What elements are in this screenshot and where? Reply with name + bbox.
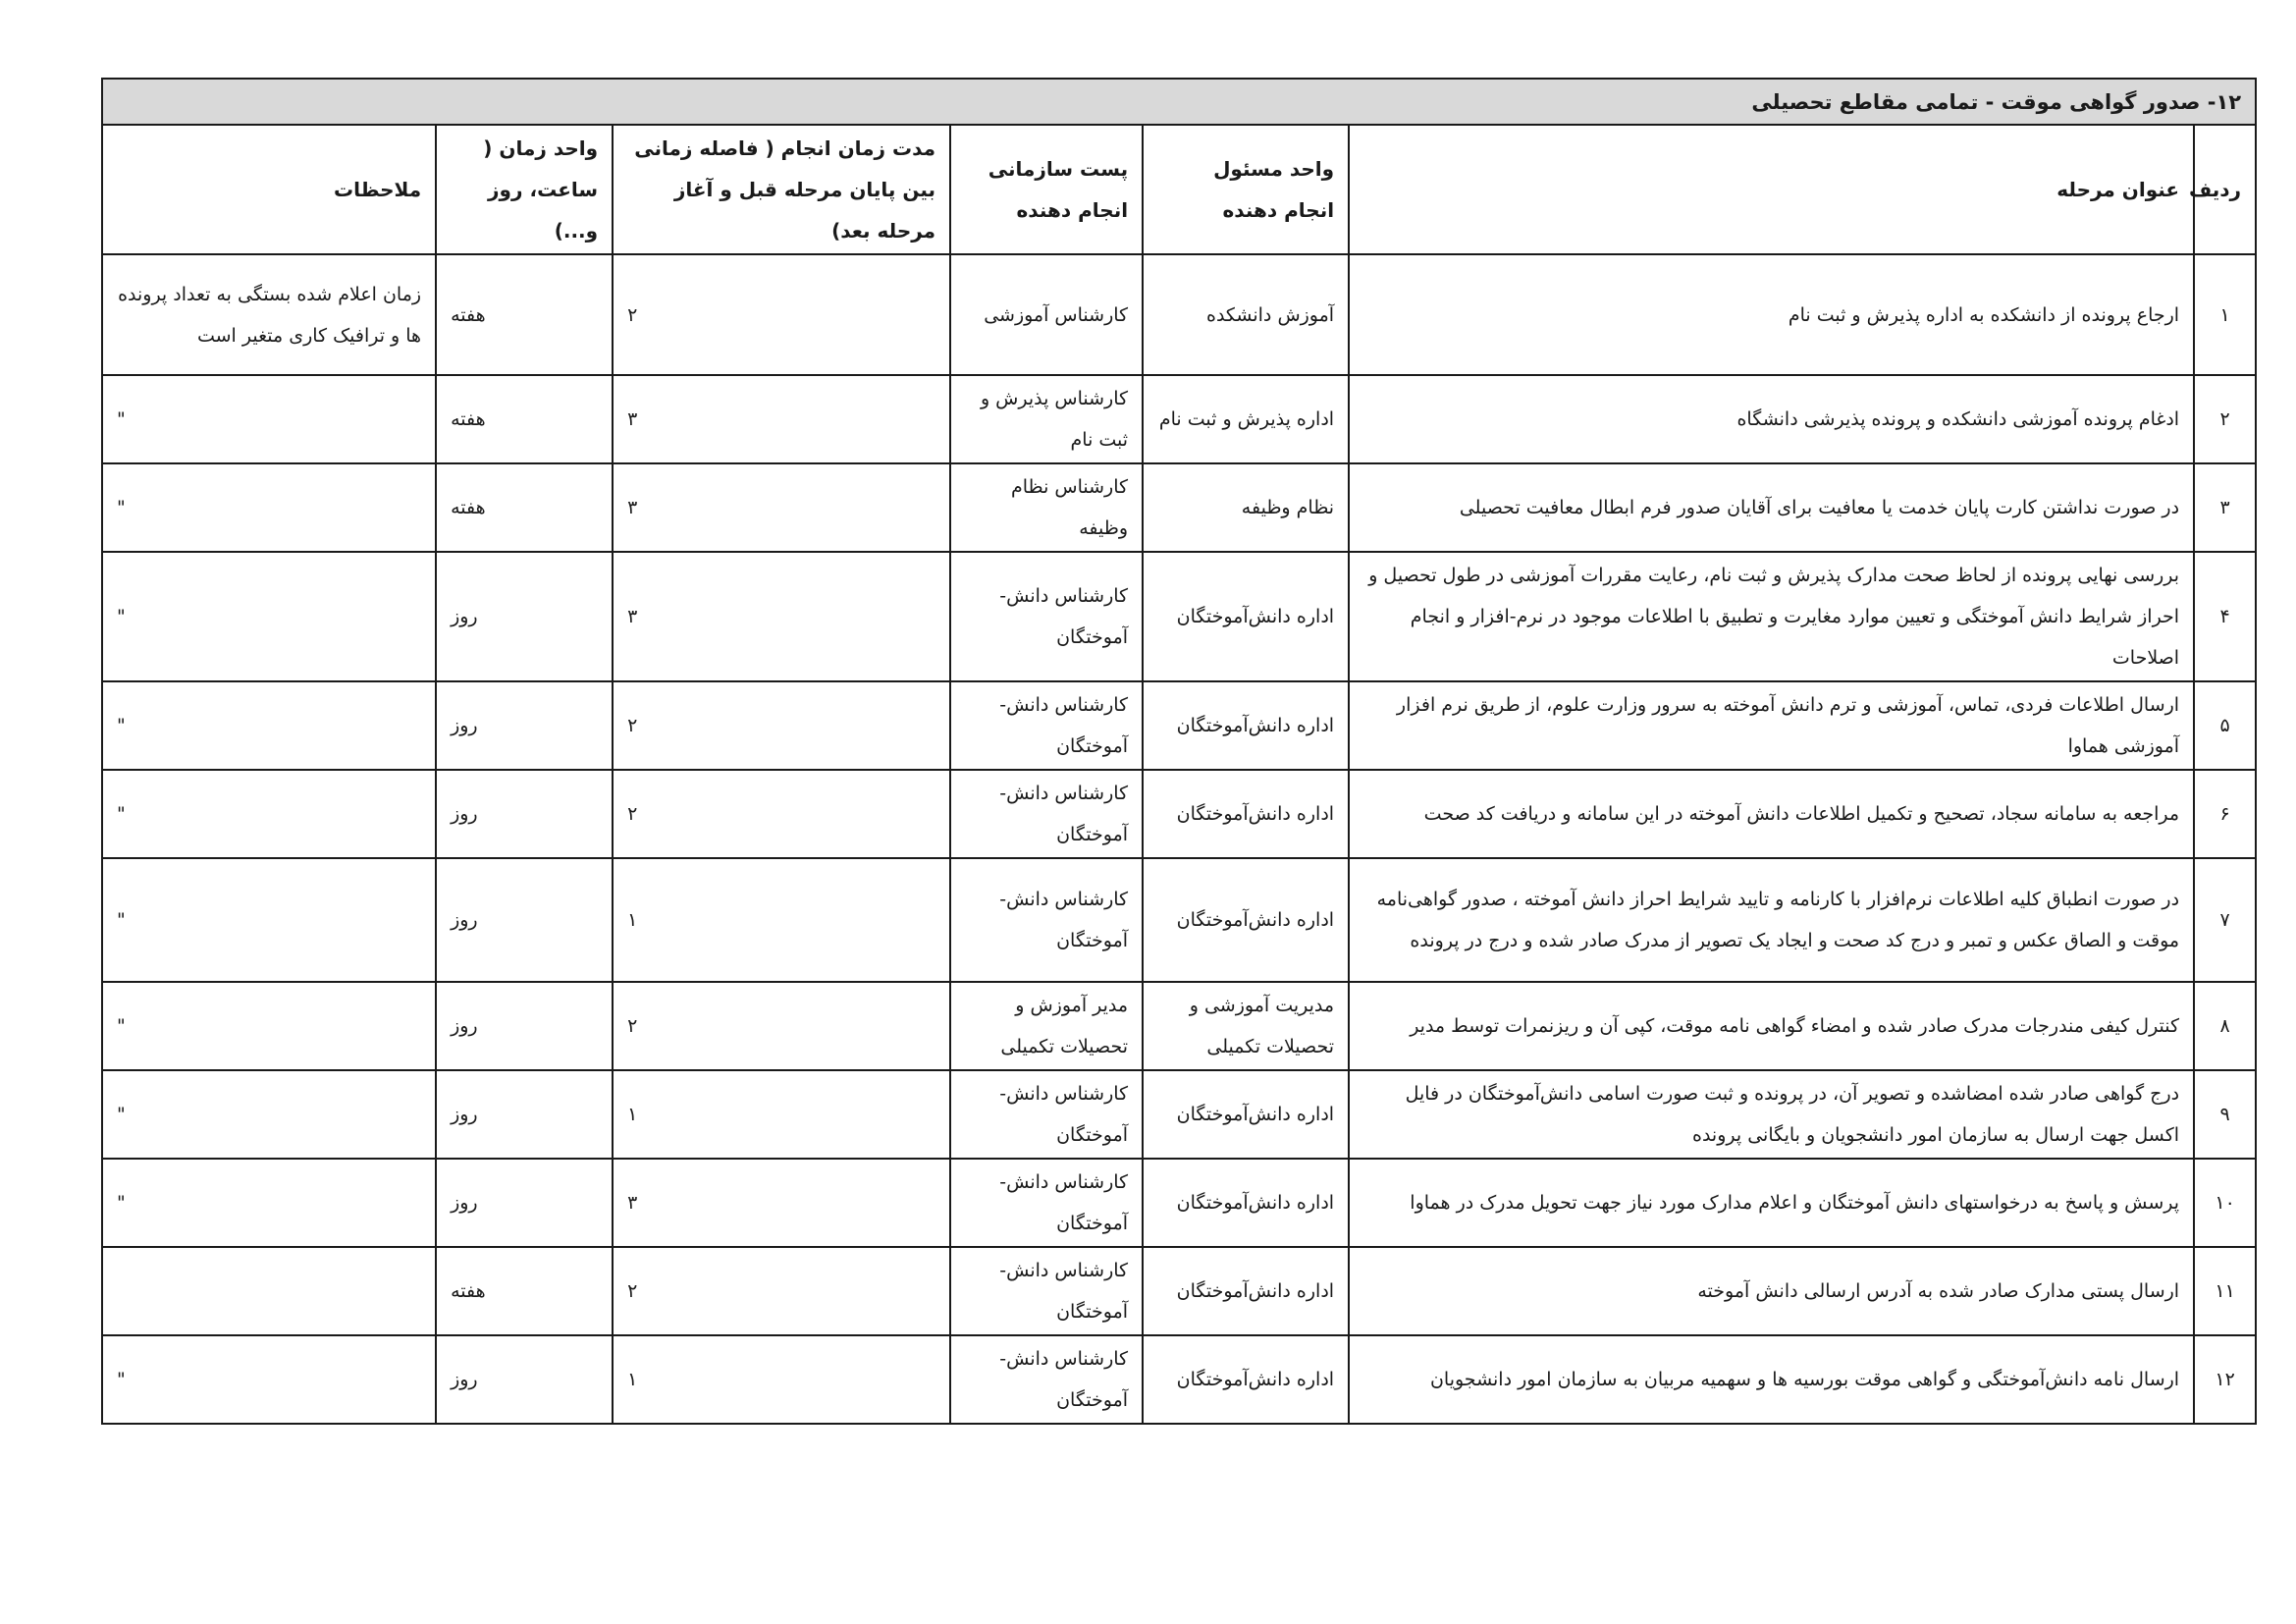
table-row <box>102 375 2256 463</box>
cell-row-number: ۳ <box>2194 463 2256 552</box>
cell-responsible-unit: نظام وظیفه <box>1143 463 1349 552</box>
cell-responsible-unit: آموزش دانشکده <box>1143 254 1349 375</box>
header-responsible-unit: واحد مسئول انجام دهنده <box>1143 125 1349 254</box>
table-row <box>102 1335 2256 1424</box>
table-row <box>102 254 2256 375</box>
cell-notes: " <box>102 375 436 463</box>
cell-responsible-unit: اداره دانش‌آموختگان <box>1143 858 1349 982</box>
cell-step-title: در صورت انطباق کلیه اطلاعات نرم‌افزار با کارنامه و تایید شرایط احراز دانش آموخته ، صدور گواهی‌نامه موقت و الصاق عکس و تمبر و درج کد صحت و ایجاد یک تصویر از مدرک صادر شده و درج در پرونده <box>1349 858 2194 982</box>
cell-organizational-post: کارشناس دانش-آموختگان <box>950 1159 1143 1247</box>
cell-step-title: کنترل کیفی مندرجات مدرک صادر شده و امضاء گواهی نامه موقت، کپی آن و ریزنمرات توسط مدیر <box>1349 982 2194 1070</box>
cell-time-unit: روز <box>436 1335 613 1424</box>
cell-organizational-post: کارشناس نظام وظیفه <box>950 463 1143 552</box>
cell-row-number: ۸ <box>2194 982 2256 1070</box>
header-row-number: ردیف <box>2194 125 2256 254</box>
procedure-table <box>101 78 2257 1425</box>
cell-responsible-unit: اداره دانش‌آموختگان <box>1143 552 1349 681</box>
cell-duration: ۱ <box>613 1070 950 1159</box>
table-row <box>102 552 2256 681</box>
cell-row-number: ۶ <box>2194 770 2256 858</box>
header-notes: ملاحظات <box>102 125 436 254</box>
cell-notes: زمان اعلام شده بستگی به تعداد پرونده ها و ترافیک کاری متغیر است <box>102 254 436 375</box>
cell-responsible-unit: اداره دانش‌آموختگان <box>1143 1159 1349 1247</box>
cell-row-number: ۱ <box>2194 254 2256 375</box>
cell-notes: " <box>102 982 436 1070</box>
cell-duration: ۳ <box>613 375 950 463</box>
table-row <box>102 858 2256 982</box>
cell-duration: ۳ <box>613 463 950 552</box>
cell-responsible-unit: مدیریت آموزشی و تحصیلات تکمیلی <box>1143 982 1349 1070</box>
cell-notes: " <box>102 1335 436 1424</box>
cell-time-unit: روز <box>436 982 613 1070</box>
cell-notes: " <box>102 1070 436 1159</box>
header-duration: مدت زمان انجام ( فاصله زمانی بین پایان مرحله قبل و آغاز مرحله بعد) <box>613 125 950 254</box>
cell-time-unit: هفته <box>436 375 613 463</box>
cell-organizational-post: کارشناس دانش-آموختگان <box>950 1247 1143 1335</box>
cell-step-title: درج گواهی صادر شده امضاشده و تصویر آن، در پرونده و ثبت صورت اسامی دانش‌آموختگان در فایل اکسل جهت ارسال به سازمان امور دانشجویان و بایگانی پرونده <box>1349 1070 2194 1159</box>
cell-step-title: ارجاع پرونده از دانشکده به اداره پذیرش و ثبت نام <box>1349 254 2194 375</box>
cell-organizational-post: کارشناس دانش-آموختگان <box>950 552 1143 681</box>
cell-time-unit: روز <box>436 552 613 681</box>
cell-organizational-post: مدیر آموزش و تحصیلات تکمیلی <box>950 982 1143 1070</box>
cell-duration: ۱ <box>613 1335 950 1424</box>
cell-time-unit: روز <box>436 1070 613 1159</box>
cell-notes: " <box>102 681 436 770</box>
cell-organizational-post: کارشناس دانش-آموختگان <box>950 1070 1143 1159</box>
cell-step-title: پرسش و پاسخ به درخواستهای دانش آموختگان و اعلام مدارک مورد نیاز جهت تحویل مدرک در هماوا <box>1349 1159 2194 1247</box>
cell-step-title: ارسال نامه دانش‌آموختگی و گواهی موقت بورسیه ها و سهمیه مربیان به سازمان امور دانشجویان <box>1349 1335 2194 1424</box>
cell-row-number: ۱۲ <box>2194 1335 2256 1424</box>
cell-time-unit: روز <box>436 1159 613 1247</box>
cell-row-number: ۹ <box>2194 1070 2256 1159</box>
cell-step-title: در صورت نداشتن کارت پایان خدمت یا معافیت برای آقایان صدور فرم ابطال معافیت تحصیلی <box>1349 463 2194 552</box>
document-page <box>101 78 2255 1425</box>
cell-row-number: ۱۰ <box>2194 1159 2256 1247</box>
cell-time-unit: روز <box>436 858 613 982</box>
table-row <box>102 1070 2256 1159</box>
cell-duration: ۱ <box>613 858 950 982</box>
cell-notes: " <box>102 770 436 858</box>
table-row <box>102 1247 2256 1335</box>
cell-notes: " <box>102 858 436 982</box>
header-step-title: عنوان مرحله <box>1349 125 2194 254</box>
table-title-row <box>102 79 2256 125</box>
cell-row-number: ۵ <box>2194 681 2256 770</box>
header-organizational-post: پست سازمانی انجام دهنده <box>950 125 1143 254</box>
cell-step-title: مراجعه به سامانه سجاد، تصحیح و تکمیل اطلاعات دانش آموخته در این سامانه و دریافت کد صحت <box>1349 770 2194 858</box>
cell-notes <box>102 1247 436 1335</box>
cell-responsible-unit: اداره پذیرش و ثبت نام <box>1143 375 1349 463</box>
table-header-row <box>102 125 2256 254</box>
cell-duration: ۲ <box>613 982 950 1070</box>
table-row <box>102 982 2256 1070</box>
table-row <box>102 463 2256 552</box>
table-row <box>102 681 2256 770</box>
cell-responsible-unit: اداره دانش‌آموختگان <box>1143 1070 1349 1159</box>
cell-duration: ۳ <box>613 552 950 681</box>
cell-duration: ۲ <box>613 1247 950 1335</box>
cell-row-number: ۱۱ <box>2194 1247 2256 1335</box>
header-time-unit: واحد زمان ( ساعت، روز و...) <box>436 125 613 254</box>
cell-notes: " <box>102 463 436 552</box>
cell-time-unit: هفته <box>436 463 613 552</box>
cell-organizational-post: کارشناس دانش-آموختگان <box>950 770 1143 858</box>
cell-row-number: ۷ <box>2194 858 2256 982</box>
cell-step-title: ارسال پستی مدارک صادر شده به آدرس ارسالی دانش آموخته <box>1349 1247 2194 1335</box>
cell-time-unit: روز <box>436 770 613 858</box>
cell-organizational-post: کارشناس دانش-آموختگان <box>950 858 1143 982</box>
table-row <box>102 770 2256 858</box>
cell-notes: " <box>102 1159 436 1247</box>
cell-step-title: بررسی نهایی پرونده از لحاظ صحت مدارک پذیرش و ثبت نام، رعایت مقررات آموزشی در طول تحصیل و احراز شرایط دانش آموختگی و تعیین موارد مغایرت و تطبیق با اطلاعات موجود در نرم-افزار و انجام اصلاحات <box>1349 552 2194 681</box>
cell-organizational-post: کارشناس دانش-آموختگان <box>950 1335 1143 1424</box>
table-title: ۱۲- صدور گواهی موقت - تمامی مقاطع تحصیلی <box>102 79 2256 125</box>
cell-responsible-unit: اداره دانش‌آموختگان <box>1143 770 1349 858</box>
cell-responsible-unit: اداره دانش‌آموختگان <box>1143 681 1349 770</box>
cell-step-title: ارسال اطلاعات فردی، تماس، آموزشی و ترم دانش آموخته به سرور وزارت علوم، از طریق نرم افزار آموزشی هماوا <box>1349 681 2194 770</box>
cell-time-unit: هفته <box>436 1247 613 1335</box>
cell-time-unit: روز <box>436 681 613 770</box>
cell-organizational-post: کارشناس پذیرش و ثبت نام <box>950 375 1143 463</box>
cell-duration: ۲ <box>613 254 950 375</box>
cell-responsible-unit: اداره دانش‌آموختگان <box>1143 1335 1349 1424</box>
cell-row-number: ۴ <box>2194 552 2256 681</box>
cell-duration: ۲ <box>613 681 950 770</box>
cell-row-number: ۲ <box>2194 375 2256 463</box>
table-row <box>102 1159 2256 1247</box>
cell-duration: ۳ <box>613 1159 950 1247</box>
cell-responsible-unit: اداره دانش‌آموختگان <box>1143 1247 1349 1335</box>
cell-organizational-post: کارشناس آموزشی <box>950 254 1143 375</box>
cell-organizational-post: کارشناس دانش-آموختگان <box>950 681 1143 770</box>
cell-duration: ۲ <box>613 770 950 858</box>
cell-step-title: ادغام پرونده آموزشی دانشکده و پرونده پذیرشی دانشگاه <box>1349 375 2194 463</box>
cell-time-unit: هفته <box>436 254 613 375</box>
cell-notes: " <box>102 552 436 681</box>
